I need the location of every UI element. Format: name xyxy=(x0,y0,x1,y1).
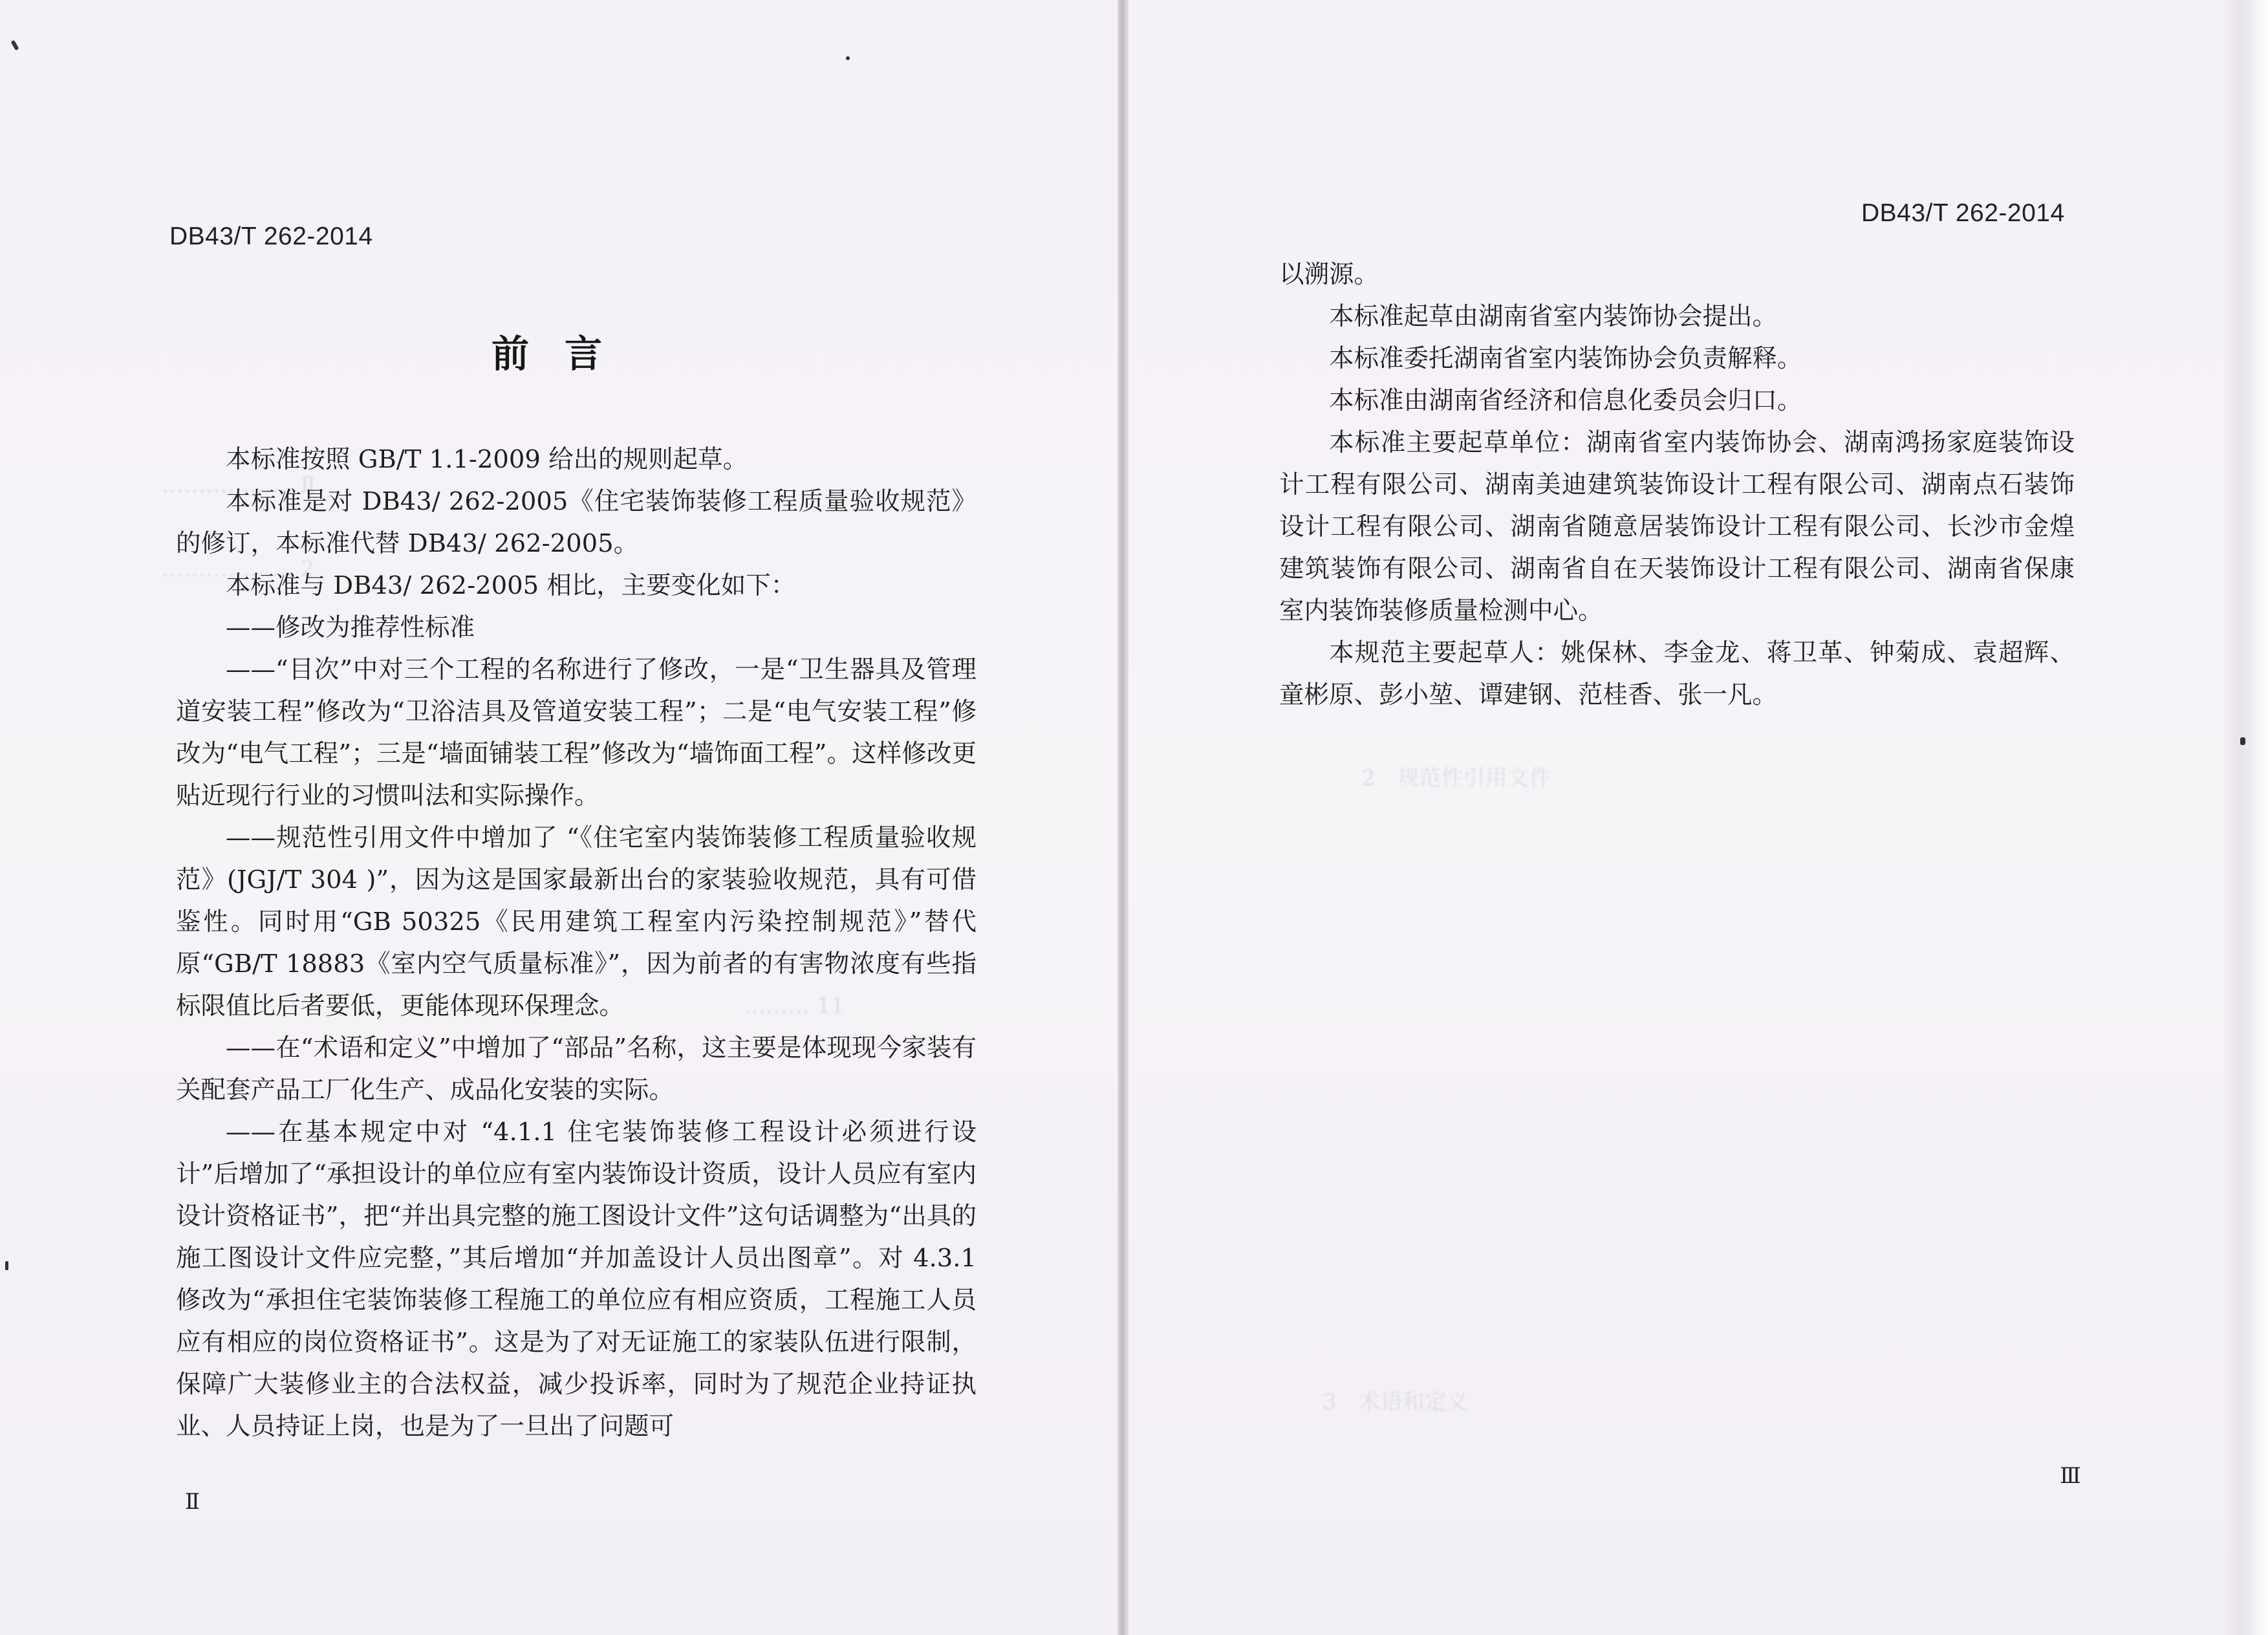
bleed-through-text: ……………… 2 xyxy=(162,556,315,582)
change-item: ——规范性引用文件中增加了 “《住宅室内装饰装修工程质量验收规范》(JGJ/T 304 )”，因为这是国家最新出台的家装验收规范，具有可借鉴性。同时用“GB 50325《民用建筑工程室内污染控制规范》”替代原“GB/T 18883《室内空气质量标准》”，因为前者的有害物浓度有些指标限值比后者要低，更能体现环保理念。 xyxy=(176,823,977,1021)
drafting-units: 本标准主要起草单位：湖南省室内装饰协会、湖南鸿扬家庭装饰设计工程有限公司、湖南美迪建筑装饰设计工程有限公司、湖南点石装饰设计工程有限公司、湖南省随意居装饰设计工程有限公司、长沙市金煌建筑装饰有限公司、湖南省自在天装饰设计工程有限公司、湖南省保康室内装饰装修质量检测中心。 xyxy=(1279,428,2075,625)
bleed-through-text: 2 规范性引用文件 xyxy=(1361,765,1551,791)
right-page-number: Ⅲ xyxy=(2060,1463,2081,1489)
change-item: ——在基本规定中对 “4.1.1 住宅装饰装修工程设计必须进行设计”后增加了“承担设计的单位应有室内装饰设计资质，设计人员应有室内设计资格证书”，把“并出具完整的施工图设计文件”这句话调整为“出具的施工图设计文件应完整，”其后增加“并加盖设计人员出图章”。对 4.3.1 修改为“承担住宅装饰装修工程施工的单位应有相应资质，工程施工人员应有相应的岗位资格证书”。这是为了对无证施工的家装队伍进行限制，保障广大装修业主的合法权益，减少投诉率，同时为了规范企业持证执业、人员持证上岗，也是为了一旦出了问题可 xyxy=(176,1118,977,1441)
preface-paragraph: 本标准由湖南省经济和信息化委员会归口。 xyxy=(1329,386,1802,415)
page-title: 前言 xyxy=(491,332,638,376)
change-item: ——在“术语和定义”中增加了“部品”名称，这主要是体现现今家装有关配套产品工厂化生产、成品化安装的实际。 xyxy=(176,1034,977,1105)
change-item: ——“目次”中对三个工程的名称进行了修改，一是“卫生器具及管理道安装工程”修改为“卫浴洁具及管道安装工程”；二是“电气安装工程”修改为“电气工程”；三是“墙面铺装工程”修改为“墙饰面工程”。这样修改更贴近现行行业的习惯叫法和实际操作。 xyxy=(176,655,977,810)
right-page xyxy=(1129,0,2268,1635)
scan-speck xyxy=(2240,737,2245,745)
left-page xyxy=(0,0,1118,1635)
preface-paragraph: 本标准是对 DB43/ 262-2005《住宅装饰装修工程质量验收规范》的修订，本标准代替 DB43/ 262-2005。 xyxy=(176,487,977,558)
left-standard-code: DB43/T 262-2014 xyxy=(169,222,373,250)
preface-paragraph: 本标准委托湖南省室内装饰协会负责解释。 xyxy=(1329,344,1802,373)
right-standard-code: DB43/T 262-2014 xyxy=(1861,199,2065,227)
preface-continuation xyxy=(1279,254,2075,716)
preface-paragraph: 本标准按照 GB/T 1.1-2009 给出的规则起草。 xyxy=(226,445,748,474)
book-spine xyxy=(1118,0,1129,1635)
drafters: 本规范主要起草人：姚保林、李金龙、蒋卫革、钟菊成、袁超辉、童彬原、彭小堃、谭建钢、范桂香、张一凡。 xyxy=(1279,638,2075,709)
preface-body xyxy=(176,439,977,1447)
preface-paragraph: 本标准起草由湖南省室内装饰协会提出。 xyxy=(1329,302,1778,331)
preface-paragraph: 本标准与 DB43/ 262-2005 相比，主要变化如下： xyxy=(226,571,796,600)
change-item: ——修改为推荐性标准 xyxy=(226,613,475,642)
left-page-number: Ⅱ xyxy=(185,1489,200,1515)
scan-margin xyxy=(2225,0,2268,1635)
bleed-through-text: ……… 11 xyxy=(744,993,845,1019)
scan-speck xyxy=(5,1261,8,1270)
bleed-through-text: ……………… Ⅱ xyxy=(162,472,316,498)
continuation-text: 以溯源。 xyxy=(1279,260,1379,289)
scan-speck xyxy=(846,56,850,60)
bleed-through-text: 3 术语和定义 xyxy=(1323,1389,1469,1415)
